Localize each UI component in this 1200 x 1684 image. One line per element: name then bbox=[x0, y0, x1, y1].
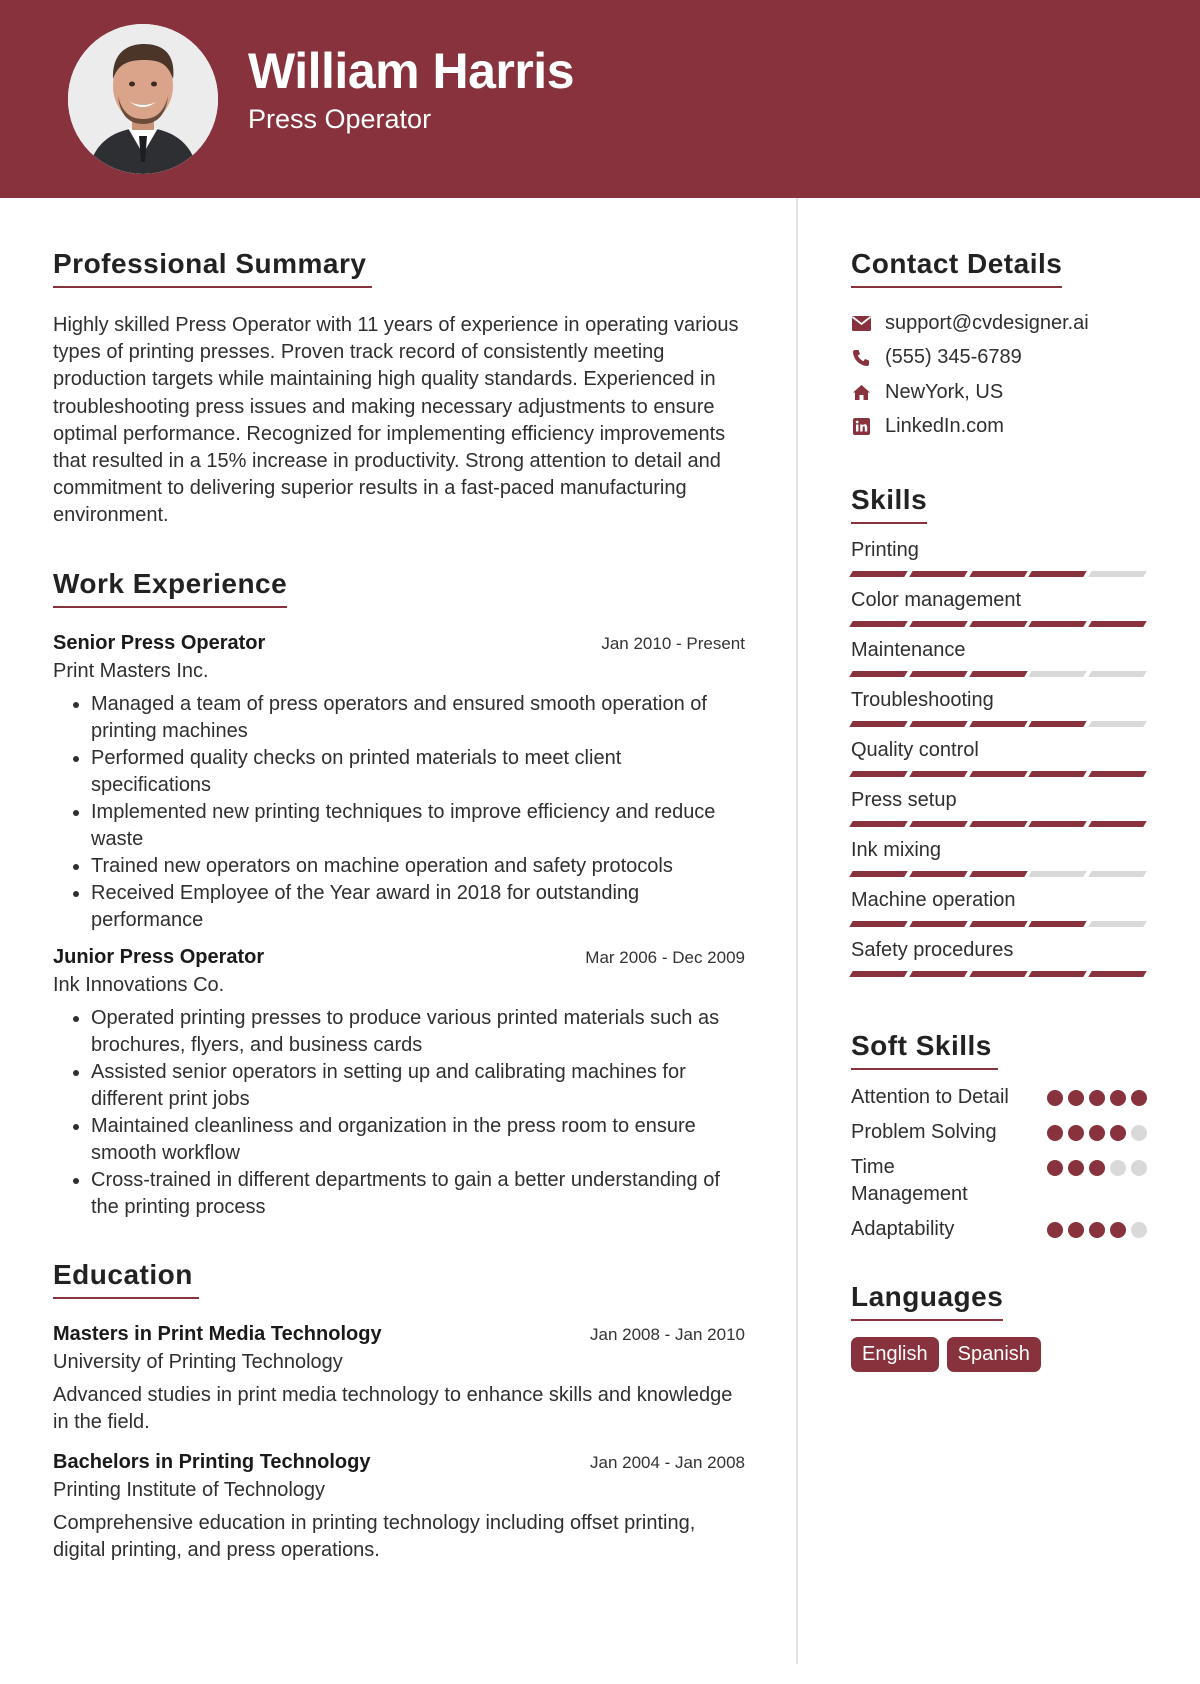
skill-segment-filled bbox=[1029, 721, 1087, 727]
skill-segment-empty bbox=[1088, 721, 1146, 727]
rating-dot-filled bbox=[1110, 1125, 1126, 1141]
phone-icon bbox=[851, 348, 871, 368]
skill-segment-filled bbox=[849, 671, 907, 677]
skill-segment-filled bbox=[1088, 971, 1146, 977]
candidate-title: Press Operator bbox=[248, 104, 432, 134]
skill-name: Safety procedures bbox=[851, 939, 1014, 961]
skill-level-bar bbox=[851, 721, 1145, 727]
section-heading: Professional Summary bbox=[53, 248, 372, 288]
degree: Bachelors in Printing Technology bbox=[53, 1450, 371, 1473]
main-column bbox=[53, 248, 745, 1579]
section-heading: Languages bbox=[851, 1281, 1003, 1321]
skill-item bbox=[851, 688, 1147, 738]
soft-skill-item bbox=[851, 1154, 1147, 1208]
soft-skill-rating bbox=[1047, 1160, 1147, 1176]
soft-skill-item bbox=[851, 1216, 1147, 1243]
skill-name: Troubleshooting bbox=[851, 689, 994, 711]
skill-item bbox=[851, 638, 1147, 688]
school: Printing Institute of Technology bbox=[53, 1478, 326, 1501]
soft-skill-rating bbox=[1047, 1090, 1147, 1106]
list-item: • Assisted senior operators in setting up and calibrating machines for different print jobs bbox=[91, 1059, 745, 1113]
rating-dot-filled bbox=[1089, 1222, 1105, 1238]
skill-item bbox=[851, 888, 1147, 938]
rating-dot-filled bbox=[1068, 1160, 1084, 1176]
rating-dot-filled bbox=[1110, 1090, 1126, 1106]
languages-section bbox=[851, 1281, 1147, 1372]
section-heading: Work Experience bbox=[53, 568, 287, 608]
contact-phone[interactable] bbox=[851, 341, 1147, 376]
skill-segment-filled bbox=[969, 921, 1027, 927]
job-dates: Mar 2006 - Dec 2009 bbox=[585, 947, 745, 967]
skill-level-bar bbox=[851, 671, 1145, 677]
skill-segment-filled bbox=[969, 721, 1027, 727]
education-description: Advanced studies in print media technology to enhance skills and knowledge in the field. bbox=[53, 1383, 733, 1433]
skill-segment-filled bbox=[849, 821, 907, 827]
job-company: Ink Innovations Co. bbox=[53, 973, 225, 996]
skill-segment-empty bbox=[1088, 671, 1146, 677]
skill-item bbox=[851, 938, 1147, 988]
education-entry bbox=[53, 1323, 745, 1436]
soft-skill-item bbox=[851, 1084, 1147, 1111]
skill-segment-empty bbox=[1029, 671, 1087, 677]
job-bullets bbox=[53, 691, 745, 934]
education-dates: Jan 2004 - Jan 2008 bbox=[589, 1452, 745, 1472]
job-entry bbox=[53, 632, 745, 934]
summary-section bbox=[53, 248, 745, 530]
school: University of Printing Technology bbox=[53, 1350, 343, 1373]
soft-skill-name: Attention to Detail bbox=[851, 1086, 1009, 1108]
soft-skill-name: Adaptability bbox=[851, 1218, 955, 1240]
skill-segment-filled bbox=[909, 821, 967, 827]
skill-segment-empty bbox=[1088, 871, 1146, 877]
rating-dot-filled bbox=[1089, 1160, 1105, 1176]
skill-name: Printing bbox=[851, 539, 919, 561]
education-entry bbox=[53, 1451, 745, 1564]
skill-level-bar bbox=[851, 971, 1145, 977]
skill-level-bar bbox=[851, 571, 1145, 577]
soft-skills-section bbox=[851, 1030, 1147, 1243]
education-section bbox=[53, 1259, 745, 1564]
skill-segment-filled bbox=[969, 671, 1027, 677]
skill-segment-filled bbox=[909, 871, 967, 877]
skill-segment-filled bbox=[909, 571, 967, 577]
contact-section bbox=[851, 248, 1147, 444]
soft-skill-name: Problem Solving bbox=[851, 1121, 997, 1143]
skills-list bbox=[851, 538, 1147, 988]
skill-segment-filled bbox=[909, 921, 967, 927]
skill-segment-filled bbox=[1088, 621, 1146, 627]
home-icon bbox=[851, 382, 871, 402]
skill-segment-filled bbox=[969, 771, 1027, 777]
skill-level-bar bbox=[851, 871, 1145, 877]
skill-segment-filled bbox=[969, 621, 1027, 627]
contact-text: (555) 345-6789 bbox=[885, 346, 1022, 369]
skill-level-bar bbox=[851, 821, 1145, 827]
contact-text: LinkedIn.com bbox=[885, 415, 1004, 438]
rating-dot-empty bbox=[1131, 1125, 1147, 1141]
profile-photo bbox=[68, 24, 218, 174]
list-item: • Operated printing presses to produce various printed materials such as brochures, flyers, and business cards bbox=[91, 1005, 745, 1059]
skill-segment-filled bbox=[849, 571, 907, 577]
skill-segment-filled bbox=[849, 621, 907, 627]
job-role: Junior Press Operator bbox=[53, 945, 265, 968]
contact-location bbox=[851, 375, 1147, 410]
contact-email[interactable] bbox=[851, 306, 1147, 341]
column-divider bbox=[796, 198, 798, 1664]
contact-text: NewYork, US bbox=[885, 380, 1004, 403]
skill-segment-filled bbox=[909, 971, 967, 977]
rating-dot-filled bbox=[1068, 1090, 1084, 1106]
skills-section bbox=[851, 484, 1147, 988]
list-item: • Received Employee of the Year award in 2018 for outstanding performance bbox=[91, 880, 745, 934]
experience-section bbox=[53, 568, 745, 1221]
envelope-icon bbox=[851, 313, 871, 333]
skill-name: Machine operation bbox=[851, 889, 1016, 911]
skill-segment-filled bbox=[849, 871, 907, 877]
list-item: • Performed quality checks on printed materials to meet client specifications bbox=[91, 745, 745, 799]
skill-segment-filled bbox=[1029, 621, 1087, 627]
skill-segment-filled bbox=[1029, 821, 1087, 827]
education-description: Comprehensive education in printing technology including offset printing, digital printing, and press operations. bbox=[53, 1511, 696, 1561]
skill-segment-empty bbox=[1088, 921, 1146, 927]
skill-segment-filled bbox=[969, 821, 1027, 827]
job-company: Print Masters Inc. bbox=[53, 659, 209, 682]
soft-skill-rating bbox=[1047, 1222, 1147, 1238]
skill-segment-filled bbox=[909, 671, 967, 677]
list-item: • Implemented new printing techniques to improve efficiency and reduce waste bbox=[91, 799, 745, 853]
skill-segment-filled bbox=[909, 621, 967, 627]
soft-skill-name: Time Management bbox=[851, 1156, 968, 1205]
rating-dot-empty bbox=[1131, 1160, 1147, 1176]
skill-segment-filled bbox=[849, 971, 907, 977]
rating-dot-filled bbox=[1089, 1090, 1105, 1106]
rating-dot-filled bbox=[1089, 1125, 1105, 1141]
skill-name: Press setup bbox=[851, 789, 957, 811]
avatar bbox=[68, 24, 218, 174]
header-banner bbox=[0, 0, 1200, 198]
rating-dot-filled bbox=[1047, 1090, 1063, 1106]
skill-item bbox=[851, 538, 1147, 588]
skill-segment-filled bbox=[969, 571, 1027, 577]
skill-name: Maintenance bbox=[851, 639, 966, 661]
job-bullets bbox=[53, 1005, 745, 1221]
rating-dot-filled bbox=[1047, 1125, 1063, 1141]
job-entry bbox=[53, 946, 745, 1221]
rating-dot-filled bbox=[1047, 1160, 1063, 1176]
skill-item bbox=[851, 838, 1147, 888]
skill-segment-filled bbox=[849, 771, 907, 777]
skill-level-bar bbox=[851, 921, 1145, 927]
skill-segment-filled bbox=[969, 971, 1027, 977]
skill-name: Color management bbox=[851, 589, 1022, 611]
contact-text: support@cvdesigner.ai bbox=[885, 311, 1089, 334]
skill-level-bar bbox=[851, 621, 1145, 627]
soft-skill-item bbox=[851, 1119, 1147, 1146]
degree: Masters in Print Media Technology bbox=[53, 1322, 382, 1345]
linkedin-icon bbox=[851, 417, 871, 437]
job-dates: Jan 2010 - Present bbox=[601, 633, 745, 653]
candidate-name: William Harris bbox=[248, 43, 575, 99]
skill-segment-empty bbox=[1029, 871, 1087, 877]
rating-dot-empty bbox=[1110, 1160, 1126, 1176]
language-tag: English bbox=[851, 1337, 939, 1372]
rating-dot-filled bbox=[1131, 1090, 1147, 1106]
skill-segment-filled bbox=[1088, 771, 1146, 777]
skill-segment-filled bbox=[969, 871, 1027, 877]
section-heading: Skills bbox=[851, 484, 927, 524]
skill-segment-filled bbox=[849, 721, 907, 727]
summary-text: Highly skilled Press Operator with 11 years of experience in operating various types of printing presses. Proven track record of consistently meeting production targets while maintaining high quality standards. Experienced in troubleshooting press issues and making necessary adjustments to ensure optimal performance. Recognized for implementing efficiency improvements that resulted in a 15% increase in productivity. Strong attention to detail and commitment to delivering superior results in a fast-paced manufacturing environment. bbox=[53, 314, 739, 527]
sidebar-column bbox=[851, 248, 1147, 1372]
rating-dot-filled bbox=[1047, 1222, 1063, 1238]
skill-item bbox=[851, 738, 1147, 788]
skill-segment-filled bbox=[909, 771, 967, 777]
skill-segment-filled bbox=[1029, 571, 1087, 577]
contact-linkedin[interactable] bbox=[851, 410, 1147, 445]
list-item: • Maintained cleanliness and organization in the press room to ensure smooth workflow bbox=[91, 1113, 745, 1167]
section-heading: Education bbox=[53, 1259, 199, 1299]
skill-item bbox=[851, 588, 1147, 638]
skill-segment-filled bbox=[1029, 971, 1087, 977]
skill-item bbox=[851, 788, 1147, 838]
section-heading: Soft Skills bbox=[851, 1030, 998, 1070]
rating-dot-filled bbox=[1068, 1222, 1084, 1238]
rating-dot-empty bbox=[1131, 1222, 1147, 1238]
skill-segment-filled bbox=[1088, 821, 1146, 827]
education-dates: Jan 2008 - Jan 2010 bbox=[589, 1324, 745, 1344]
section-heading: Contact Details bbox=[851, 248, 1062, 288]
job-role: Senior Press Operator bbox=[53, 631, 266, 654]
list-item: • Managed a team of press operators and ensured smooth operation of printing machines bbox=[91, 691, 745, 745]
skill-segment-filled bbox=[1029, 771, 1087, 777]
list-item: • Cross-trained in different departments to gain a better understanding of the printing process bbox=[91, 1167, 745, 1221]
skill-segment-filled bbox=[1029, 921, 1087, 927]
language-tag: Spanish bbox=[947, 1337, 1041, 1372]
skill-level-bar bbox=[851, 771, 1145, 777]
language-tags bbox=[851, 1337, 1147, 1372]
list-item: • Trained new operators on machine operation and safety protocols bbox=[91, 853, 745, 880]
skill-name: Quality control bbox=[851, 739, 979, 761]
skill-segment-filled bbox=[909, 721, 967, 727]
skill-name: Ink mixing bbox=[851, 839, 942, 861]
rating-dot-filled bbox=[1068, 1125, 1084, 1141]
skill-segment-empty bbox=[1088, 571, 1146, 577]
rating-dot-filled bbox=[1110, 1222, 1126, 1238]
skill-segment-filled bbox=[849, 921, 907, 927]
soft-skill-rating bbox=[1047, 1125, 1147, 1141]
